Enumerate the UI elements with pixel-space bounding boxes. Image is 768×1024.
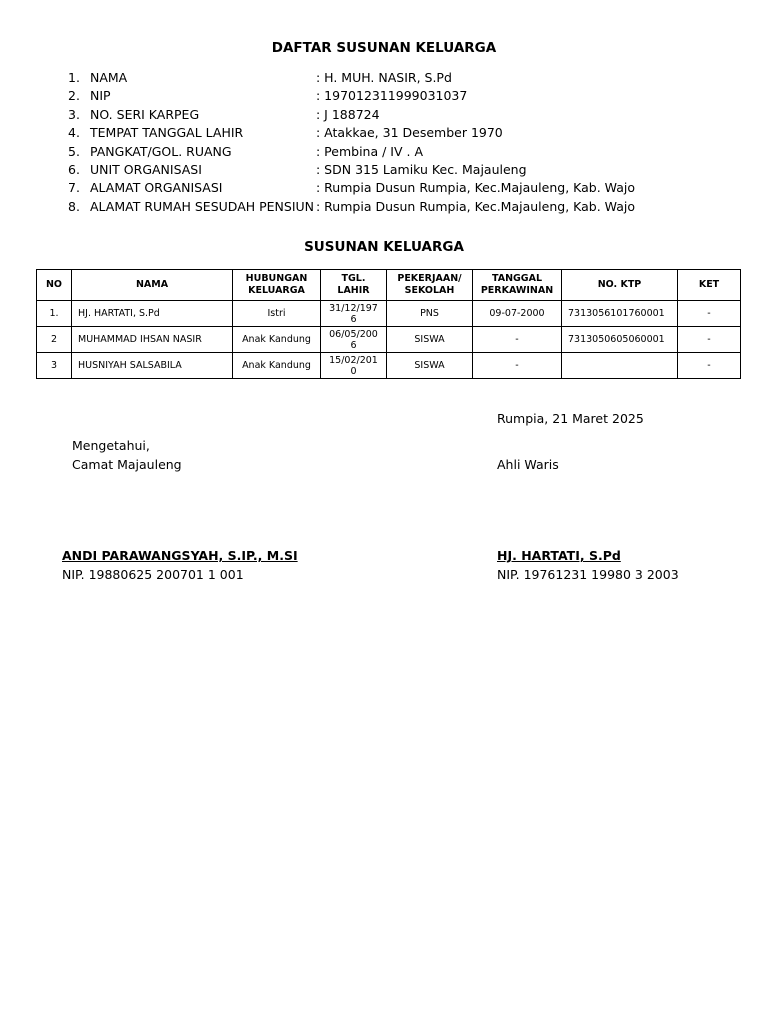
info-number: 1. bbox=[68, 70, 80, 85]
info-number: 6. bbox=[68, 161, 80, 177]
heir-signatory-name: HJ. HARTATI, S.Pd bbox=[497, 548, 621, 563]
cell-hubungan: Anak Kandung bbox=[233, 327, 321, 353]
cell-ket: - bbox=[678, 353, 741, 379]
cell-pekerjaan: SISWA bbox=[387, 353, 473, 379]
header-ktp: NO. KTP bbox=[562, 270, 678, 301]
cell-pekerjaan: SISWA bbox=[387, 327, 473, 353]
info-number: 5. bbox=[68, 143, 80, 159]
cell-no: 2 bbox=[37, 327, 72, 353]
header-nama: NAMA bbox=[72, 270, 233, 301]
cell-tanggal-perkawinan: - bbox=[473, 327, 562, 353]
info-label: NO. SERI KARPEG bbox=[90, 106, 200, 122]
info-label: NIP bbox=[90, 88, 111, 104]
cell-no: 1. bbox=[37, 301, 72, 327]
header-hubungan: HUBUNGAN KELUARGA bbox=[233, 270, 321, 301]
employee-info-list bbox=[68, 69, 635, 216]
table-row bbox=[37, 301, 741, 327]
family-table bbox=[36, 269, 741, 379]
info-value: : 197012311999031037 bbox=[316, 88, 468, 104]
header-tgl-lahir: TGL. LAHIR bbox=[321, 270, 387, 301]
info-value: : H. MUH. NASIR, S.Pd bbox=[316, 70, 452, 85]
cell-hubungan: Istri bbox=[233, 301, 321, 327]
info-label: UNIT ORGANISASI bbox=[90, 161, 202, 177]
cell-pekerjaan: PNS bbox=[387, 301, 473, 327]
cell-nama: MUHAMMAD IHSAN NASIR bbox=[72, 327, 233, 353]
cell-tgl-lahir: 15/02/2010 bbox=[321, 353, 387, 379]
cell-tgl-lahir: 06/05/2006 bbox=[321, 327, 387, 353]
cell-nama: HJ. HARTATI, S.Pd bbox=[72, 301, 233, 327]
info-value: : Pembina / IV . A bbox=[316, 143, 424, 159]
header-ket: KET bbox=[678, 270, 741, 301]
cell-tanggal-perkawinan: - bbox=[473, 353, 562, 379]
info-label: TEMPAT TANGGAL LAHIR bbox=[90, 125, 244, 141]
cell-nama: HUSNIYAH SALSABILA bbox=[72, 353, 233, 379]
acknowledged-label: Mengetahui, bbox=[72, 438, 150, 453]
header-pekerjaan: PEKERJAAN/ SEKOLAH bbox=[387, 270, 473, 301]
family-section-title: SUSUNAN KELUARGA bbox=[304, 239, 464, 255]
info-value: : Atakkae, 31 Desember 1970 bbox=[316, 125, 503, 141]
info-number: 7. bbox=[68, 180, 80, 196]
info-number: 4. bbox=[68, 125, 80, 141]
info-row-birth bbox=[68, 124, 635, 142]
cell-ktp bbox=[562, 353, 678, 379]
table-row bbox=[37, 353, 741, 379]
cell-ket: - bbox=[678, 301, 741, 327]
info-label: PANGKAT/GOL. RUANG bbox=[90, 143, 232, 159]
document-title: DAFTAR SUSUNAN KELUARGA bbox=[271, 40, 497, 56]
table-row bbox=[37, 327, 741, 353]
cell-tanggal-perkawinan: 09-07-2000 bbox=[473, 301, 562, 327]
camat-signatory-name: ANDI PARAWANGSYAH, S.IP., M.SI bbox=[62, 548, 298, 563]
info-number: 8. bbox=[68, 198, 80, 214]
info-row-rank bbox=[68, 143, 635, 161]
info-label: ALAMAT ORGANISASI bbox=[90, 180, 223, 196]
info-number: 3. bbox=[68, 106, 80, 122]
heir-nip: NIP. 19761231 19980 3 2003 bbox=[497, 567, 679, 582]
info-row-org-address bbox=[68, 179, 635, 197]
header-no: NO bbox=[37, 270, 72, 301]
info-number: 2. bbox=[68, 88, 80, 104]
info-value: : SDN 315 Lamiku Kec. Majauleng bbox=[316, 161, 527, 177]
cell-ktp: 7313050605060001 bbox=[562, 327, 678, 353]
info-label: NAMA bbox=[90, 70, 128, 85]
camat-nip: NIP. 19880625 200701 1 001 bbox=[62, 567, 244, 582]
table-header-row bbox=[37, 270, 741, 301]
info-row-home-address bbox=[68, 198, 635, 216]
heir-title: Ahli Waris bbox=[497, 457, 559, 472]
cell-ktp: 7313056101760001 bbox=[562, 301, 678, 327]
place-date: Rumpia, 21 Maret 2025 bbox=[497, 411, 644, 426]
info-value: : Rumpia Dusun Rumpia, Kec.Majauleng, Kab. Wajo bbox=[316, 180, 636, 196]
cell-hubungan: Anak Kandung bbox=[233, 353, 321, 379]
cell-ket: - bbox=[678, 327, 741, 353]
header-tanggal-perkawinan: TANGGAL PERKAWINAN bbox=[473, 270, 562, 301]
info-row-nip bbox=[68, 87, 635, 105]
cell-no: 3 bbox=[37, 353, 72, 379]
info-value: : J 188724 bbox=[316, 106, 380, 122]
info-row-unit bbox=[68, 161, 635, 179]
info-row-nama bbox=[68, 69, 635, 87]
cell-tgl-lahir: 31/12/1976 bbox=[321, 301, 387, 327]
camat-title: Camat Majauleng bbox=[72, 457, 182, 472]
info-label: ALAMAT RUMAH SESUDAH PENSIUN bbox=[90, 198, 315, 214]
info-value: : Rumpia Dusun Rumpia, Kec.Majauleng, Kab. Wajo bbox=[316, 198, 636, 214]
info-row-karpeg bbox=[68, 106, 635, 124]
